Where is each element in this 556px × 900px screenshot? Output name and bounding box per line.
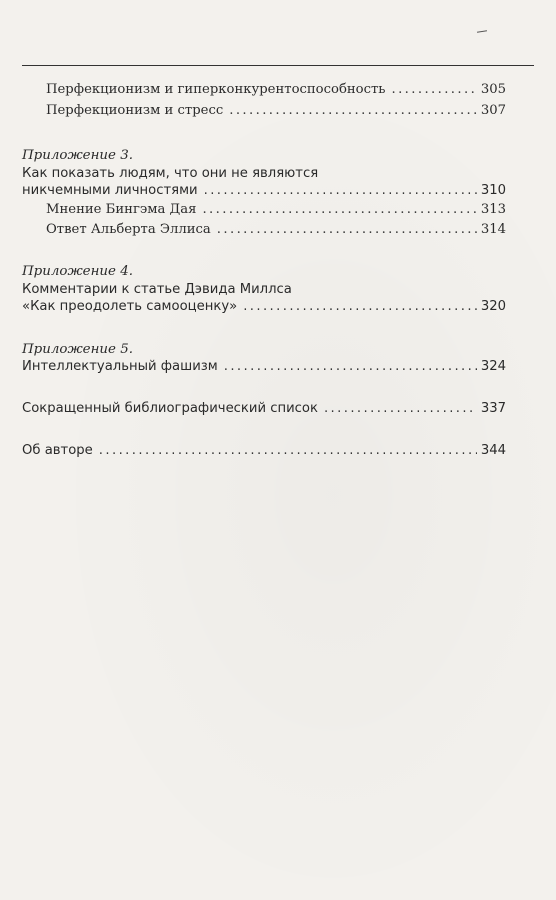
toc-entry <box>22 401 506 423</box>
header-rule <box>22 65 534 66</box>
toc-entry <box>46 82 506 104</box>
appendix-3-title-line1: Как показать людям, что они не являются <box>22 166 319 181</box>
dot-leader <box>202 202 476 217</box>
appendix-3-heading: Приложение 3. <box>22 148 134 163</box>
appendix-3-title-line2: никчемными личностями <box>22 183 198 198</box>
toc-entry-title: Перфекционизм и стресс <box>46 103 224 118</box>
dot-leader <box>243 299 477 314</box>
bibliography-title: Сокращенный библиографический список <box>22 401 318 416</box>
appendix-5-title: Интеллектуальный фашизм <box>22 359 218 374</box>
toc-entry-page: 313 <box>480 202 506 217</box>
toc-entry-page: 337 <box>480 401 506 416</box>
dot-leader <box>224 359 477 374</box>
toc-entry-page: 324 <box>480 359 506 374</box>
dot-leader <box>99 443 477 458</box>
toc-entry <box>22 443 506 465</box>
toc-entry-page: 310 <box>480 183 506 198</box>
toc-entry <box>22 299 506 321</box>
appendix-4-title-line1: Комментарии к статье Дэвида Миллса <box>22 282 292 297</box>
toc-entry-title: Перфекционизм и гиперконкурентоспособность <box>46 82 386 97</box>
appendix-4-title-line2: «Как преодолеть самооценку» <box>22 299 238 314</box>
page-mark <box>477 30 487 32</box>
toc-entry <box>22 359 506 381</box>
dot-leader <box>324 401 477 416</box>
toc-entry-page: 320 <box>480 299 506 314</box>
toc-entry-page: 314 <box>480 222 506 237</box>
toc-entry-page: 344 <box>480 443 506 458</box>
dot-leader <box>229 103 477 118</box>
toc-entry <box>46 222 506 244</box>
dot-leader <box>204 183 477 198</box>
toc-entry-page: 305 <box>480 82 506 97</box>
toc-entry <box>46 202 506 224</box>
toc-entry-title: Ответ Альберта Эллиса <box>46 222 211 237</box>
toc-entry <box>46 103 506 125</box>
appendix-4-heading: Приложение 4. <box>22 264 134 279</box>
dot-leader <box>217 222 477 237</box>
about-author-title: Об авторе <box>22 443 93 458</box>
appendix-5-heading: Приложение 5. <box>22 342 134 357</box>
toc-entry-page: 307 <box>480 103 506 118</box>
toc-entry-title: Мнение Бингэма Дая <box>46 202 197 217</box>
dot-leader <box>391 82 476 97</box>
